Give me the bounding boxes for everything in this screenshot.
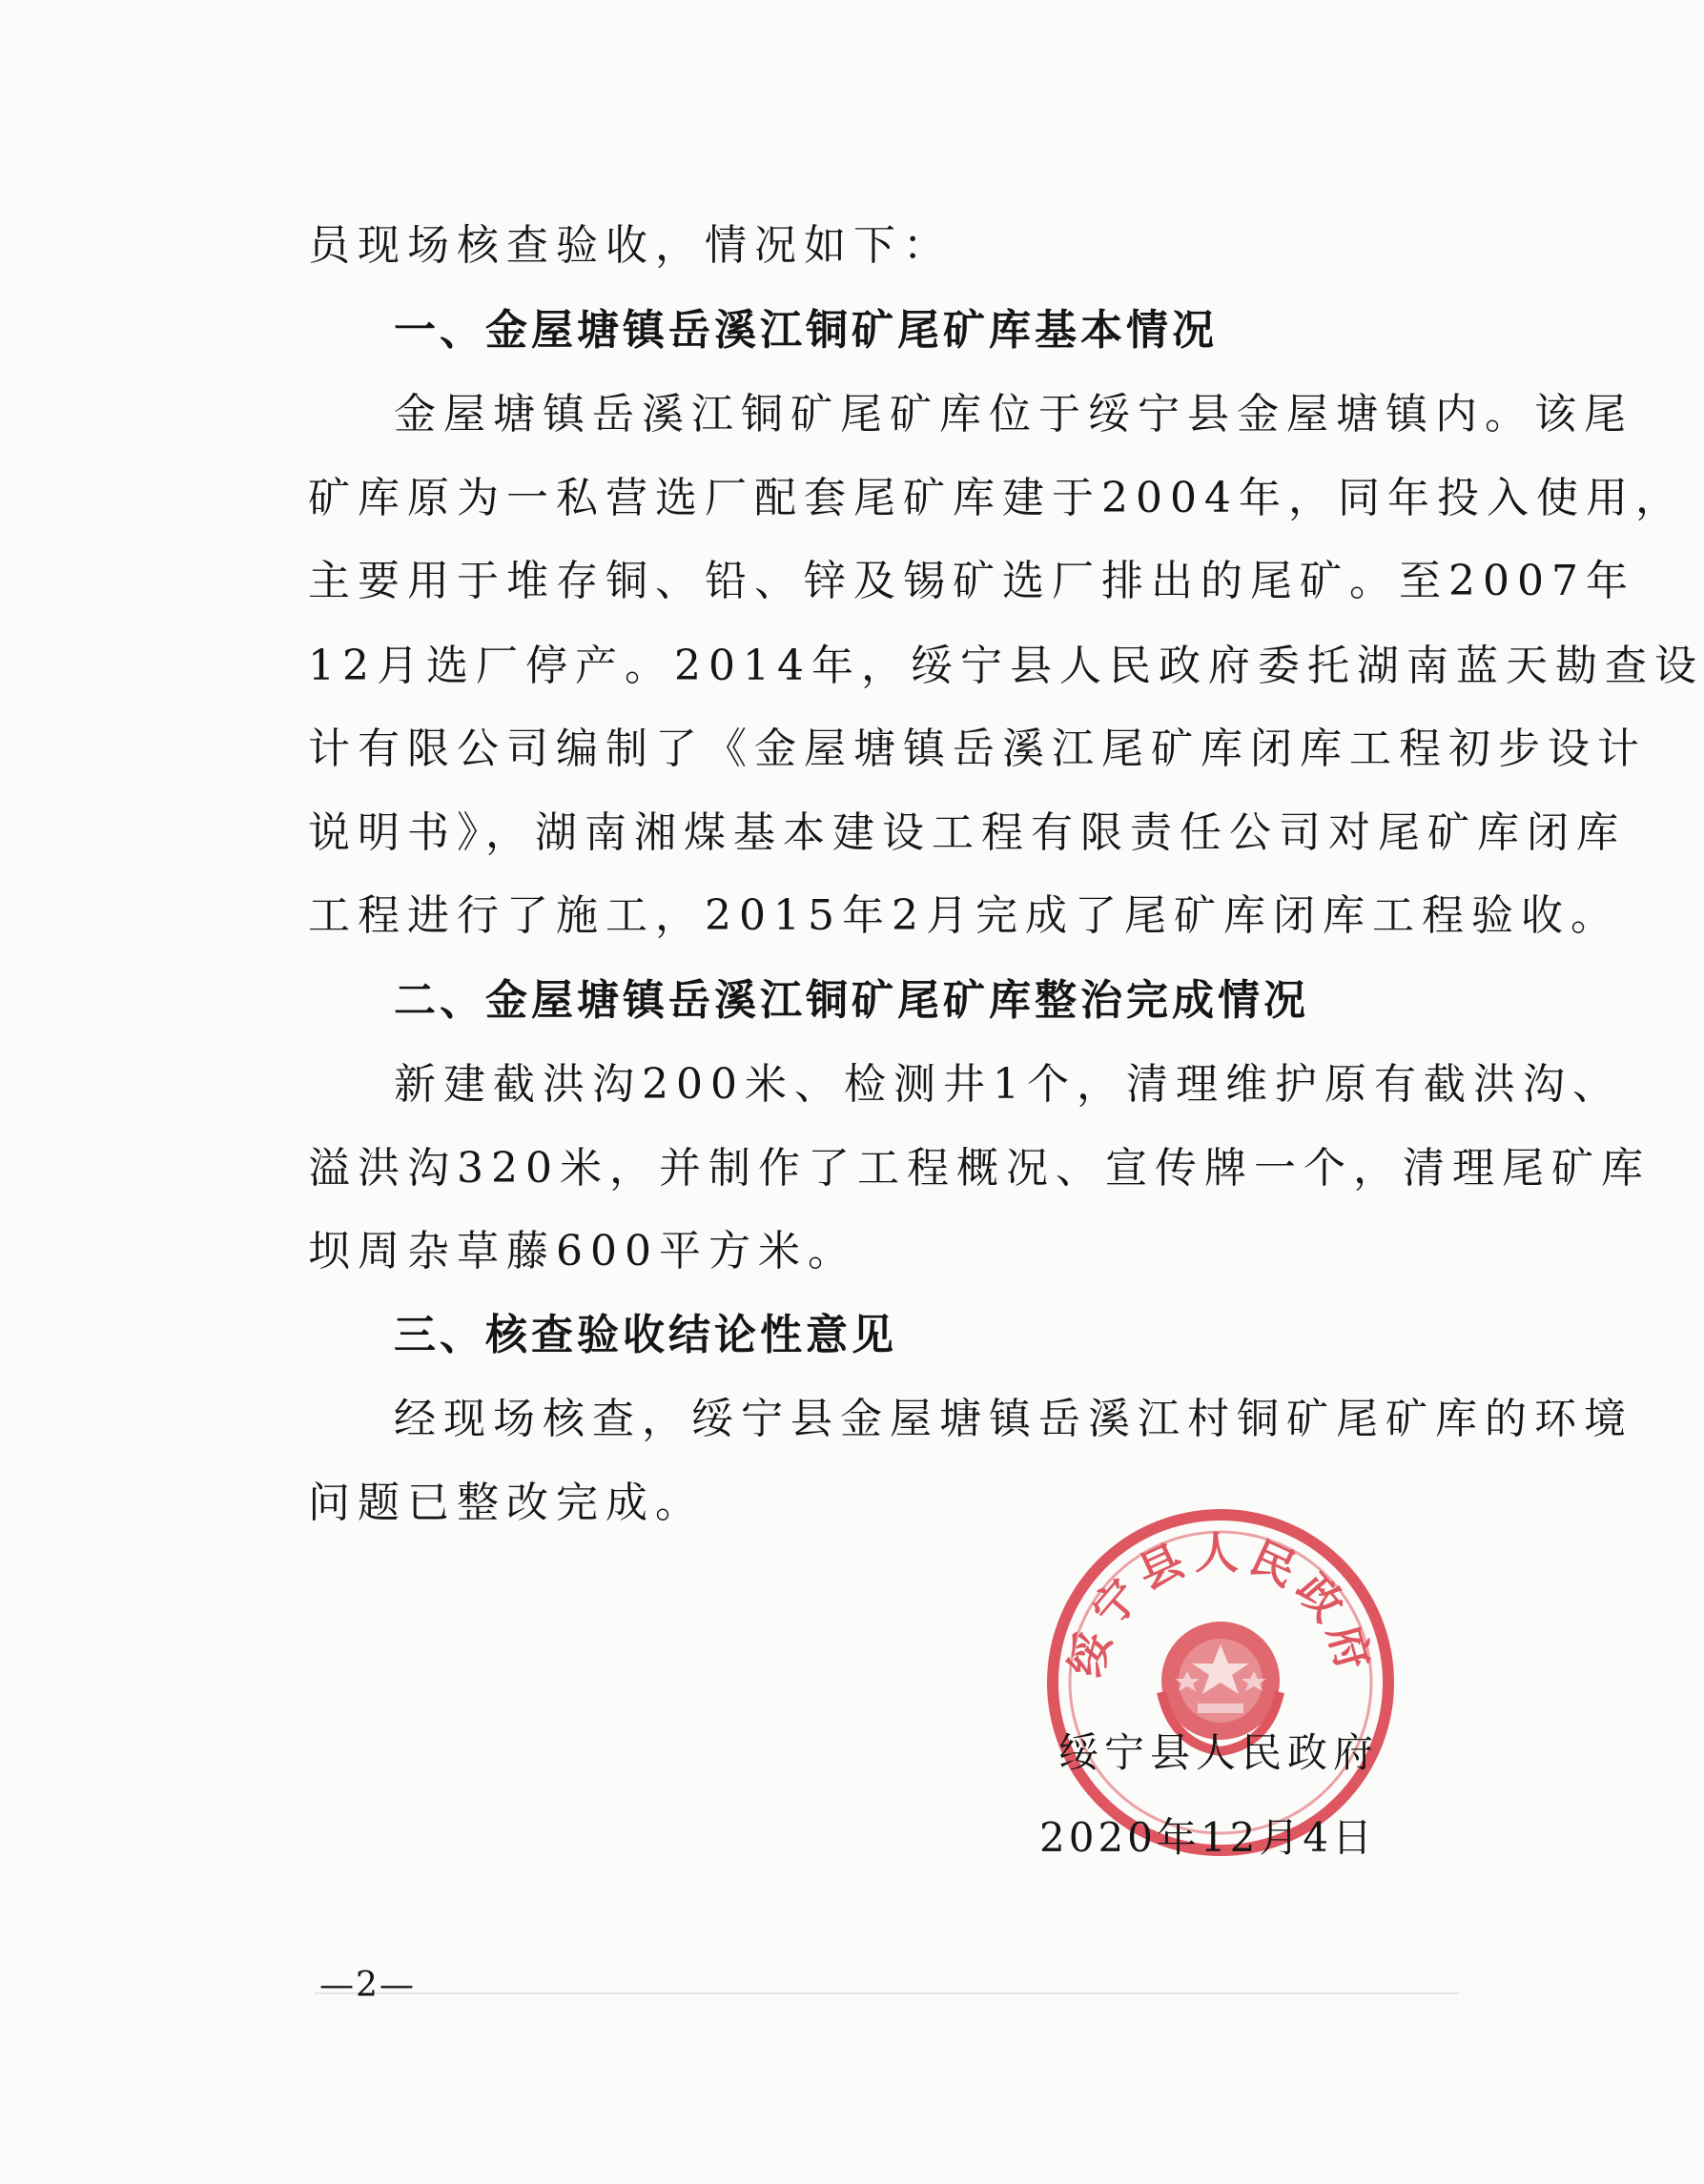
body-line: 说明书》，湖南湘煤基本建设工程有限责任公司对尾矿库闭库 — [308, 808, 1626, 857]
body-line: 工程进行了施工，2015年2月完成了尾矿库闭库工程验收。 — [308, 891, 1620, 940]
issuer-signature: 绥宁县人民政府 — [1058, 1729, 1380, 1776]
body-line: 问题已整改完成。 — [308, 1479, 705, 1527]
seal-text: 绥宁县人民政府 — [1058, 1527, 1383, 1684]
divider — [315, 1992, 1459, 1994]
body-line: 主要用于堆存铜、铅、锌及锡矿选厂排出的尾矿。至2007年 — [308, 557, 1635, 605]
body-line: 金屋塘镇岳溪江铜矿尾矿库位于绥宁县金屋塘镇内。该尾 — [394, 390, 1633, 439]
body-line: 矿库原为一私营选厂配套尾矿库建于2004年，同年投入使用， — [308, 474, 1685, 522]
body-line: 计有限公司编制了《金屋塘镇岳溪江尾矿库闭库工程初步设计 — [308, 725, 1647, 773]
section-heading: 三、核查验收结论性意见 — [394, 1311, 897, 1359]
body-line: 12月选厂停产。2014年，绥宁县人民政府委托湖南蓝天勘查设 — [308, 642, 1704, 690]
body-line: 溢洪沟320米，并制作了工程概况、宣传牌一个，清理尾矿库 — [308, 1144, 1651, 1193]
body-line: 员现场核查验收，情况如下： — [308, 221, 953, 270]
page-number: —2— — [319, 1966, 416, 2005]
body-line: 经现场核查，绥宁县金屋塘镇岳溪江村铜矿尾矿库的环境 — [394, 1395, 1633, 1443]
section-heading: 一、金屋塘镇岳溪江铜矿尾矿库基本情况 — [394, 306, 1218, 355]
body-line: 新建截洪沟200米、检测井1个，清理维护原有截洪沟、 — [394, 1060, 1622, 1109]
body-line: 坝周杂草藤600平方米。 — [308, 1227, 857, 1276]
issue-date: 2020年12月4日 — [1039, 1814, 1377, 1861]
section-heading: 二、金屋塘镇岳溪江铜矿尾矿库整治完成情况 — [394, 976, 1309, 1025]
